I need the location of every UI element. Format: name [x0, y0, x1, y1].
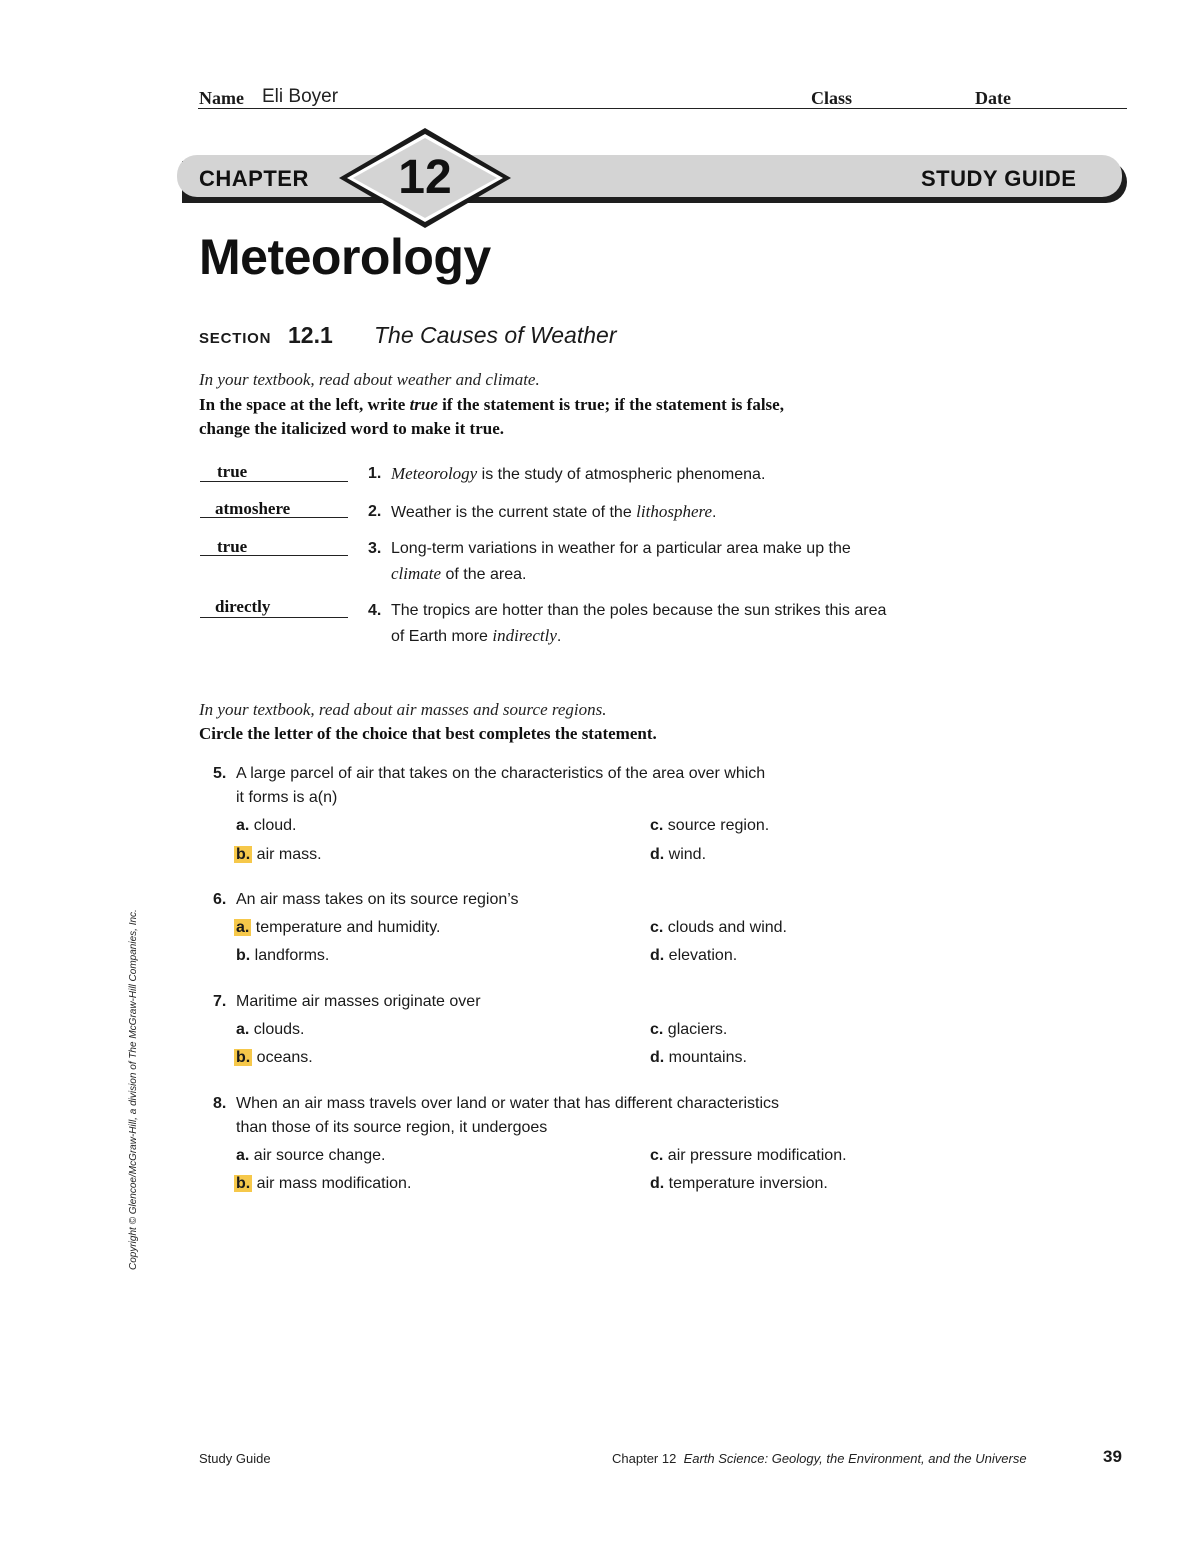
answer-line-3 [200, 555, 348, 556]
footer-left: Study Guide [199, 1451, 271, 1466]
question-4-line1: The tropics are hotter than the poles because the sun strikes this area [391, 602, 887, 619]
read-instruction-2: In your textbook, read about air masses and source regions. [199, 700, 607, 719]
name-value[interactable]: Eli Boyer [262, 86, 339, 107]
choice-7c[interactable]: c. glaciers. [650, 1021, 728, 1038]
chapter-number: 12 [398, 151, 452, 204]
choice-8a[interactable]: a. air source change. [236, 1147, 386, 1164]
section-title: The Causes of Weather [374, 322, 617, 348]
question-4-line2: of Earth more indirectly. [391, 626, 562, 645]
question-3-line1: Long-term variations in weather for a particular area make up the [391, 540, 851, 557]
question-5-number: 5. [213, 765, 227, 782]
question-8-line2: than those of its source region, it undergoes [236, 1119, 548, 1136]
question-1-number: 1. [368, 465, 382, 482]
choice-5c[interactable]: c. source region. [650, 817, 770, 834]
question-6-line1: An air mass takes on its source region’s [236, 891, 519, 908]
section-word: SECTION [199, 330, 272, 347]
footer-right: Chapter 12 Earth Science: Geology, the Environment, and the Universe [612, 1451, 1027, 1466]
choice-7b[interactable]: b. oceans. [236, 1049, 313, 1066]
choice-5a[interactable]: a. cloud. [236, 817, 297, 834]
question-3-line2: climate of the area. [391, 564, 527, 583]
question-3-number: 3. [368, 540, 382, 557]
choice-6c[interactable]: c. clouds and wind. [650, 919, 787, 936]
choice-6b[interactable]: b. landforms. [236, 947, 330, 964]
question-5-line1: A large parcel of air that takes on the characteristics of the area over which [236, 765, 766, 782]
question-2-text: Weather is the current state of the lithosphere. [391, 502, 717, 521]
name-label: Name [199, 88, 244, 108]
choice-5b[interactable]: b. air mass. [236, 846, 322, 863]
selected-highlight: b. [236, 1175, 251, 1192]
answer-line-2 [200, 517, 348, 518]
question-7-number: 7. [213, 993, 227, 1010]
question-4-number: 4. [368, 602, 382, 619]
instruction-2: Circle the letter of the choice that best completes the statement. [199, 724, 657, 743]
chapter-word: CHAPTER [199, 166, 309, 191]
answer-4[interactable]: directly [215, 597, 271, 616]
choice-5d[interactable]: d. wind. [650, 846, 707, 863]
choice-6a[interactable]: a. temperature and humidity. [236, 919, 441, 936]
section-number: 12.1 [288, 322, 333, 348]
question-5-line2: it forms is a(n) [236, 789, 338, 806]
page-title: Meteorology [199, 229, 491, 285]
question-8-number: 8. [213, 1095, 227, 1112]
read-instruction-1: In your textbook, read about weather and climate. [199, 370, 540, 389]
instruction-1-line2: change the italicized word to make it true. [199, 419, 504, 438]
question-2-number: 2. [368, 503, 382, 520]
question-1-text: Meteorology is the study of atmospheric phenomena. [391, 464, 766, 483]
page-number: 39 [1103, 1447, 1122, 1466]
selected-highlight: b. [236, 846, 251, 863]
answer-3[interactable]: true [217, 537, 248, 556]
choice-6d[interactable]: d. elevation. [650, 947, 738, 964]
selected-highlight: b. [236, 1049, 251, 1066]
selected-highlight: a. [236, 919, 250, 936]
choice-7a[interactable]: a. clouds. [236, 1021, 305, 1038]
date-label: Date [975, 88, 1011, 108]
answer-2[interactable]: atmoshere [215, 499, 291, 518]
question-8-line1: When an air mass travels over land or water that has different characteristics [236, 1095, 780, 1112]
header-rule [198, 108, 1127, 109]
question-7-line1: Maritime air masses originate over [236, 993, 481, 1010]
choice-8b[interactable]: b. air mass modification. [236, 1175, 412, 1192]
choice-7d[interactable]: d. mountains. [650, 1049, 747, 1066]
class-label: Class [811, 88, 853, 108]
answer-line-4 [200, 617, 348, 618]
copyright-notice: Copyright © Glencoe/McGraw-Hill, a division of The McGraw-Hill Companies, Inc. [128, 909, 139, 1270]
answer-1[interactable]: true [217, 462, 248, 481]
choice-8c[interactable]: c. air pressure modification. [650, 1147, 847, 1164]
answer-line-1 [200, 481, 348, 482]
choice-8d[interactable]: d. temperature inversion. [650, 1175, 828, 1192]
study-guide-label: STUDY GUIDE [921, 166, 1077, 191]
instruction-1-line1: In the space at the left, write true if the statement is true; if the statement is false, [199, 395, 784, 414]
question-6-number: 6. [213, 891, 227, 908]
